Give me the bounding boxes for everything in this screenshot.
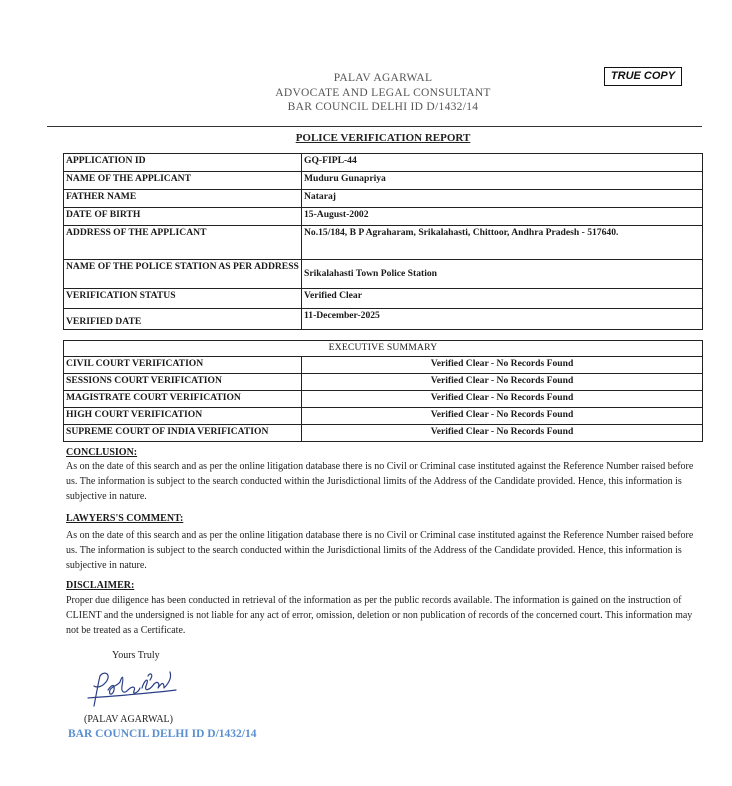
detail-value: 11-December-2025 [302, 309, 703, 330]
detail-label: VERIFICATION STATUS [64, 289, 302, 309]
true-copy-stamp: TRUE COPY [604, 67, 682, 86]
table-row [64, 260, 703, 289]
executive-summary-table [63, 340, 703, 442]
signatory-name: (PALAV AGARWAL) [84, 714, 173, 725]
table-row [64, 172, 703, 190]
detail-label: NAME OF THE POLICE STATION AS PER ADDRESS [64, 260, 302, 289]
detail-value: 15-August-2002 [302, 208, 703, 226]
advocate-role: ADVOCATE AND LEGAL CONSULTANT [275, 87, 491, 99]
detail-label: APPLICATION ID [64, 154, 302, 172]
table-row [64, 357, 703, 374]
detail-value: Srikalahasti Town Police Station [302, 260, 703, 289]
header-bar-id: BAR COUNCIL DELHI ID D/1432/14 [287, 101, 479, 113]
detail-value: Verified Clear [302, 289, 703, 309]
summary-label: MAGISTRATE COURT VERIFICATION [64, 391, 302, 408]
lawyers-comment-heading: LAWYERS'S COMMENT: [66, 513, 184, 524]
table-row [64, 309, 703, 330]
conclusion-text: As on the date of this search and as per the online litigation database there is no Civil or Criminal case instituted against the Reference Number raised before us. The information is subject to the search conducted within the Jurisdictional limits of the Address of the Candidate provided. Hence, this information is subjective in nature. [66, 461, 694, 502]
table-row [64, 289, 703, 309]
summary-label: CIVIL COURT VERIFICATION [64, 357, 302, 374]
summary-value: Verified Clear - No Records Found [302, 425, 703, 442]
detail-label: FATHER NAME [64, 190, 302, 208]
summary-value: Verified Clear - No Records Found [302, 408, 703, 425]
summary-label: HIGH COURT VERIFICATION [64, 408, 302, 425]
table-row [64, 208, 703, 226]
report-title: POLICE VERIFICATION REPORT [295, 132, 471, 144]
detail-value: No.15/184, B P Agraharam, Srikalahasti, Chittoor, Andhra Pradesh - 517640. [302, 226, 703, 260]
table-row [64, 226, 703, 260]
header-divider [47, 126, 702, 127]
disclaimer-heading: DISCLAIMER: [66, 580, 135, 591]
disclaimer-text: Proper due diligence has been conducted in retrieval of the information as per the public records available. The information is gained on the instruction of CLIENT and the undersigned is not liable for any act of error, omission, deletion or non publication of records of the concerned court. This information may not be treated as a Certificate. [66, 595, 693, 636]
executive-summary-title: EXECUTIVE SUMMARY [64, 341, 703, 357]
detail-value: GQ-FIPL-44 [302, 154, 703, 172]
summary-label: SESSIONS COURT VERIFICATION [64, 374, 302, 391]
summary-value: Verified Clear - No Records Found [302, 391, 703, 408]
table-row [64, 425, 703, 442]
table-row [64, 391, 703, 408]
detail-label: NAME OF THE APPLICANT [64, 172, 302, 190]
table-row [64, 190, 703, 208]
closing-text: Yours Truly [112, 650, 160, 661]
table-row [64, 374, 703, 391]
table-row [64, 154, 703, 172]
advocate-name: PALAV AGARWAL [333, 72, 433, 84]
lawyers-comment-text: As on the date of this search and as per the online litigation database there is no Civil or Criminal case instituted against the Reference Number raised before us. The information is subject to the search conducted within the Jurisdictional limits of the Address of the Candidate provided. Hence, this information is subjective in nature. [66, 530, 694, 571]
conclusion-heading: CONCLUSION: [66, 447, 138, 458]
table-row [64, 408, 703, 425]
table-row [64, 341, 703, 357]
signatory-bar-id: BAR COUNCIL DELHI ID D/1432/14 [68, 728, 257, 740]
detail-label: VERIFIED DATE [64, 309, 302, 330]
summary-label: SUPREME COURT OF INDIA VERIFICATION [64, 425, 302, 442]
summary-value: Verified Clear - No Records Found [302, 374, 703, 391]
applicant-details-table [63, 153, 703, 330]
detail-label: DATE OF BIRTH [64, 208, 302, 226]
detail-value: Muduru Gunapriya [302, 172, 703, 190]
summary-value: Verified Clear - No Records Found [302, 357, 703, 374]
detail-label: ADDRESS OF THE APPLICANT [64, 226, 302, 260]
detail-value: Nataraj [302, 190, 703, 208]
handwritten-signature [84, 668, 184, 715]
